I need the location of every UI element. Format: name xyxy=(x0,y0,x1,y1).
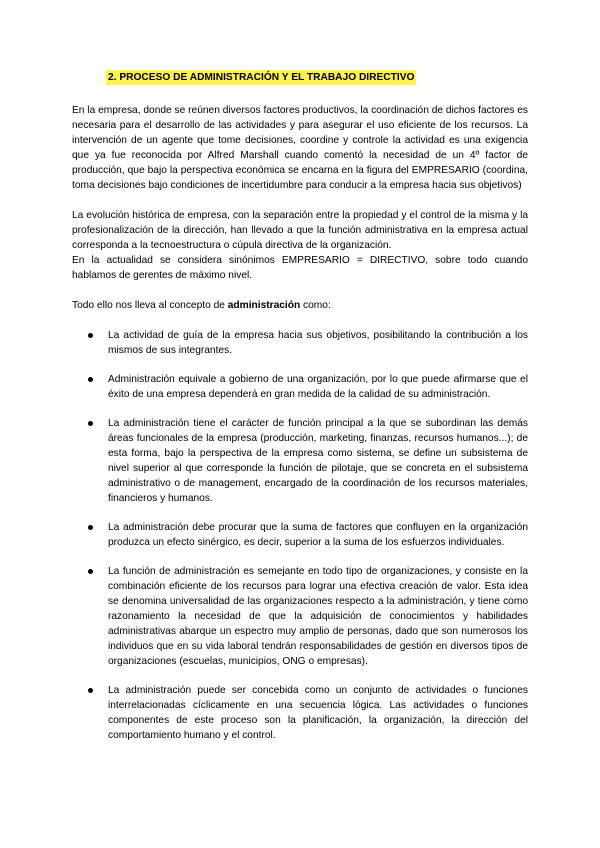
bullet-icon xyxy=(88,377,93,382)
list-item xyxy=(72,328,528,358)
concept-text-after: como: xyxy=(300,300,331,311)
document-content xyxy=(72,70,528,757)
paragraph-evolution: La evolución histórica de empresa, con la separación entre la propiedad y el control de la misma y la profesionalización de la dirección, han llevado a que la función administrativa en la empresa actual corresponda a la tecnoestructura o cúpula directiva de la organización. xyxy=(72,210,528,251)
bullet-icon xyxy=(88,421,93,426)
list-item xyxy=(72,372,528,402)
list-item-text: La función de administración es semejante en todo tipo de organizaciones, y consiste en la combinación eficiente de los recursos para lograr una efectiva creación de valor. Esta idea se denomina universalidad de las organizaciones respecto a la administración, y tiene como razonamiento la necesidad de que la adquisición de conocimientos y habilidades administrativas abarque un espectro muy amplio de personas, dado que son numerosos los individuos que en su vida laboral tendrán responsabilidades de gestión en diversos tipos de organizaciones (escuelas, municipios, ONG o empresas). xyxy=(108,566,528,667)
concept-bullet-list xyxy=(72,328,528,743)
list-item-text: La actividad de guía de la empresa hacia sus objetivos, posibilitando la contribución a los mismos de sus integrantes. xyxy=(108,330,528,356)
list-item xyxy=(72,564,528,669)
bullet-icon xyxy=(88,525,93,530)
paragraph-concept xyxy=(72,298,528,313)
list-item-text: Administración equivale a gobierno de una organización, por lo que puede afirmarse que el éxito de una empresa dependerá en gran medida de la calidad de su administración. xyxy=(108,374,528,400)
list-item xyxy=(72,683,528,743)
concept-keyword: administración xyxy=(227,300,301,311)
bullet-icon xyxy=(88,688,93,693)
list-item-text: La administración puede ser concebida como un conjunto de actividades o funciones interrelacionadas cíclicamente en una secuencia lógica. Las actividades o funciones componentes de este proceso son la planificación, la organización, la dirección del comportamiento humano y el control. xyxy=(108,685,528,741)
paragraph-synonyms: En la actualidad se considera sinónimos EMPRESARIO = DIRECTIVO, sobre todo cuando hablamos de gerentes de máximo nivel. xyxy=(72,255,528,281)
concept-text-before: Todo ello nos lleva al concepto de xyxy=(72,300,228,311)
list-item xyxy=(72,416,528,506)
bullet-icon xyxy=(88,569,93,574)
section-heading: 2. PROCESO DE ADMINISTRACIÓN Y EL TRABAJO DIRECTIVO xyxy=(108,72,415,83)
list-item-text: La administración tiene el carácter de función principal a la que se subordinan las demás áreas funcionales de la empresa (producción, marketing, finanzas, recursos humanos...); de esta forma, bajo la perspectiva de la empresa como sistema, se define un subsistema de nivel superior al que corresponde la función de pilotaje, que se concreta en el subsistema administrativo o de management, encargado de la coordinación de los recursos materiales, financieros y humanos. xyxy=(108,418,528,504)
list-item-text: La administración debe procurar que la suma de factores que confluyen en la organización produzca un efecto sinérgico, es decir, superior a la suma de los esfuerzos individuales. xyxy=(108,522,528,548)
bullet-icon xyxy=(88,333,93,338)
paragraph-intro: En la empresa, donde se reúnen diversos factores productivos, la coordinación de dichos factores es necesaria para el desarrollo de las actividades y para asegurar el uso eficiente de los recursos. La intervención de un agente que tome decisiones, coordine y controle la actividad es una exigencia que ya fue reconocida por Alfred Marshall cuando comentó la necesidad de un 4º factor de producción, que bajo la perspectiva económica se encarna en la figura del EMPRESARIO (coordina, toma decisiones bajo condiciones de incertidumbre para conducir a la empresa hacia sus objetivos) xyxy=(72,105,528,191)
list-item xyxy=(72,520,528,550)
